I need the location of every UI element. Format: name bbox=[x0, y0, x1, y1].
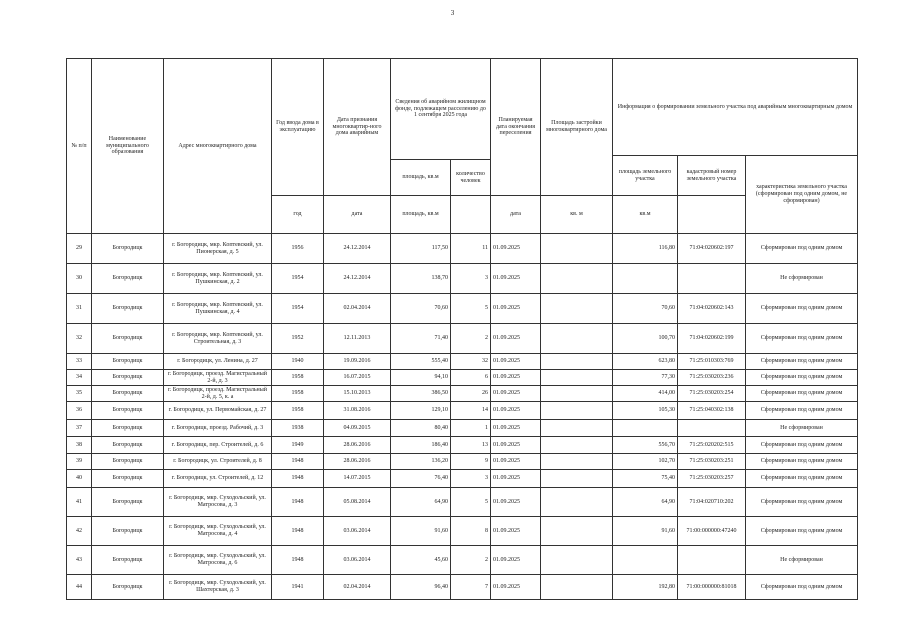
unit-people bbox=[451, 196, 491, 234]
year-built-cell: 1956 bbox=[272, 234, 324, 264]
land-area-cell: 64,90 bbox=[613, 488, 678, 517]
table-row bbox=[67, 437, 858, 454]
area-cell: 64,90 bbox=[391, 488, 451, 517]
people-count-cell: 26 bbox=[451, 386, 491, 402]
header-year-built: Год ввода дома в эксплуатацию bbox=[272, 59, 324, 196]
year-built-cell: 1958 bbox=[272, 386, 324, 402]
table-row bbox=[67, 264, 858, 294]
row-number: 33 bbox=[67, 354, 92, 370]
area-cell: 186,40 bbox=[391, 437, 451, 454]
land-area-cell bbox=[613, 264, 678, 294]
table-row bbox=[67, 354, 858, 370]
land-characteristic-cell: Не сформирован bbox=[746, 420, 858, 437]
address-cell: г. Богородицк, проезд. Рабочий, д. 3 bbox=[164, 420, 272, 437]
people-count-cell: 6 bbox=[451, 370, 491, 386]
planned-date-cell: 01.09.2025 bbox=[491, 234, 541, 264]
built-area-cell bbox=[541, 402, 613, 420]
row-number: 30 bbox=[67, 264, 92, 294]
people-count-cell: 14 bbox=[451, 402, 491, 420]
table-row bbox=[67, 420, 858, 437]
row-number: 29 bbox=[67, 234, 92, 264]
land-area-cell: 100,70 bbox=[613, 324, 678, 354]
land-characteristic-cell: Сформирован под одним домом bbox=[746, 402, 858, 420]
year-built-cell: 1958 bbox=[272, 370, 324, 386]
table-row bbox=[67, 234, 858, 264]
land-characteristic-cell: Не сформирован bbox=[746, 546, 858, 575]
land-area-cell: 70,60 bbox=[613, 294, 678, 324]
table-row bbox=[67, 470, 858, 488]
area-cell: 91,60 bbox=[391, 517, 451, 546]
unit-year: год bbox=[272, 196, 324, 234]
header-planned-date: Планируемая дата окончания переселения bbox=[491, 59, 541, 196]
emergency-date-cell: 15.10.2013 bbox=[324, 386, 391, 402]
cadastral-number-cell bbox=[678, 264, 746, 294]
municipality-cell: Богородицк bbox=[92, 575, 164, 600]
people-count-cell: 5 bbox=[451, 294, 491, 324]
emergency-date-cell: 14.07.2015 bbox=[324, 470, 391, 488]
cadastral-number-cell bbox=[678, 546, 746, 575]
built-area-cell bbox=[541, 234, 613, 264]
cadastral-number-cell bbox=[678, 420, 746, 437]
land-area-cell: 623,80 bbox=[613, 354, 678, 370]
area-cell: 45,60 bbox=[391, 546, 451, 575]
built-area-cell bbox=[541, 354, 613, 370]
page-number: 3 bbox=[450, 9, 455, 17]
table-row bbox=[67, 324, 858, 354]
emergency-date-cell: 28.06.2016 bbox=[324, 437, 391, 454]
header-cadastral: кадастровый номер земельного участка bbox=[678, 156, 746, 196]
land-area-cell: 116,80 bbox=[613, 234, 678, 264]
municipality-cell: Богородицк bbox=[92, 488, 164, 517]
year-built-cell: 1948 bbox=[272, 488, 324, 517]
cadastral-number-cell: 71:04:020710:202 bbox=[678, 488, 746, 517]
land-area-cell bbox=[613, 420, 678, 437]
year-built-cell: 1952 bbox=[272, 324, 324, 354]
row-number: 43 bbox=[67, 546, 92, 575]
people-count-cell: 13 bbox=[451, 437, 491, 454]
table-row bbox=[67, 294, 858, 324]
cadastral-number-cell: 71:25:030203:257 bbox=[678, 470, 746, 488]
address-cell: г. Богородицк, мкр. Коптевский, ул. Пушкинская, д. 4 bbox=[164, 294, 272, 324]
municipality-cell: Богородицк bbox=[92, 546, 164, 575]
row-number: 44 bbox=[67, 575, 92, 600]
planned-date-cell: 01.09.2025 bbox=[491, 386, 541, 402]
year-built-cell: 1948 bbox=[272, 470, 324, 488]
land-area-cell: 102,70 bbox=[613, 454, 678, 470]
built-area-cell bbox=[541, 294, 613, 324]
planned-date-cell: 01.09.2025 bbox=[491, 575, 541, 600]
year-built-cell: 1948 bbox=[272, 454, 324, 470]
row-number: 38 bbox=[67, 437, 92, 454]
land-area-cell: 75,40 bbox=[613, 470, 678, 488]
land-characteristic-cell: Сформирован под одним домом bbox=[746, 370, 858, 386]
built-area-cell bbox=[541, 264, 613, 294]
row-number: 40 bbox=[67, 470, 92, 488]
land-characteristic-cell: Сформирован под одним домом bbox=[746, 470, 858, 488]
cadastral-number-cell: 71:25:020202:515 bbox=[678, 437, 746, 454]
area-cell: 96,40 bbox=[391, 575, 451, 600]
table-row bbox=[67, 488, 858, 517]
built-area-cell bbox=[541, 470, 613, 488]
land-characteristic-cell: Сформирован под одним домом bbox=[746, 234, 858, 264]
area-cell: 136,20 bbox=[391, 454, 451, 470]
address-cell: г. Богородицк, ул. Строителей, д. 8 bbox=[164, 454, 272, 470]
address-cell: г. Богородицк, ул. Строителей, д. 12 bbox=[164, 470, 272, 488]
land-characteristic-cell: Сформирован под одним домом bbox=[746, 386, 858, 402]
people-count-cell: 5 bbox=[451, 488, 491, 517]
land-area-cell: 105,30 bbox=[613, 402, 678, 420]
emergency-date-cell: 03.06.2014 bbox=[324, 546, 391, 575]
table-row bbox=[67, 575, 858, 600]
land-area-cell: 91,60 bbox=[613, 517, 678, 546]
row-number: 42 bbox=[67, 517, 92, 546]
people-count-cell: 8 bbox=[451, 517, 491, 546]
header-land-info: Информация о формировании земельного участка под аварийным многоквартирным домом bbox=[613, 59, 858, 156]
municipality-cell: Богородицк bbox=[92, 517, 164, 546]
land-area-cell bbox=[613, 546, 678, 575]
cadastral-number-cell: 71:00:000000:47240 bbox=[678, 517, 746, 546]
people-count-cell: 7 bbox=[451, 575, 491, 600]
table-row bbox=[67, 370, 858, 386]
header-land-area: площадь земельного участка bbox=[613, 156, 678, 196]
year-built-cell: 1949 bbox=[272, 437, 324, 454]
unit-area: площадь, кв.м bbox=[391, 196, 451, 234]
address-cell: г. Богородицк, мкр. Суходольский, ул. Матросова, д. 6 bbox=[164, 546, 272, 575]
planned-date-cell: 01.09.2025 bbox=[491, 437, 541, 454]
land-characteristic-cell: Сформирован под одним домом bbox=[746, 437, 858, 454]
emergency-date-cell: 31.08.2016 bbox=[324, 402, 391, 420]
header-land-char: характеристика земельного участка (сформирован под одним домом, не сформирован) bbox=[746, 156, 858, 234]
municipality-cell: Богородицк bbox=[92, 402, 164, 420]
unit-built-area: кв. м bbox=[541, 196, 613, 234]
municipality-cell: Богородицк bbox=[92, 294, 164, 324]
land-area-cell: 77,30 bbox=[613, 370, 678, 386]
table-row bbox=[67, 546, 858, 575]
built-area-cell bbox=[541, 324, 613, 354]
planned-date-cell: 01.09.2025 bbox=[491, 420, 541, 437]
row-number: 41 bbox=[67, 488, 92, 517]
built-area-cell bbox=[541, 420, 613, 437]
built-area-cell bbox=[541, 370, 613, 386]
year-built-cell: 1938 bbox=[272, 420, 324, 437]
table-row bbox=[67, 386, 858, 402]
cadastral-number-cell: 71:25:010303:769 bbox=[678, 354, 746, 370]
cadastral-number-cell: 71:25:040302:138 bbox=[678, 402, 746, 420]
built-area-cell bbox=[541, 517, 613, 546]
emergency-date-cell: 24.12.2014 bbox=[324, 234, 391, 264]
planned-date-cell: 01.09.2025 bbox=[491, 546, 541, 575]
people-count-cell: 32 bbox=[451, 354, 491, 370]
header-emergency-date: Дата признания многоквартир-ного дома аварийным bbox=[324, 59, 391, 196]
year-built-cell: 1948 bbox=[272, 517, 324, 546]
emergency-date-cell: 03.06.2014 bbox=[324, 517, 391, 546]
built-area-cell bbox=[541, 575, 613, 600]
cadastral-number-cell: 71:25:030203:251 bbox=[678, 454, 746, 470]
address-cell: г. Богородицк, мкр. Коптевский, ул. Строительная, д. 3 bbox=[164, 324, 272, 354]
area-cell: 70,60 bbox=[391, 294, 451, 324]
header-housing-info: Сведения об аварийном жилищном фонде, подлежащем расселению до 1 сентября 2025 года bbox=[391, 59, 491, 160]
municipality-cell: Богородицк bbox=[92, 470, 164, 488]
municipality-cell: Богородицк bbox=[92, 454, 164, 470]
land-area-cell: 556,70 bbox=[613, 437, 678, 454]
row-number: 34 bbox=[67, 370, 92, 386]
unit-date: дата bbox=[324, 196, 391, 234]
municipality-cell: Богородицк bbox=[92, 386, 164, 402]
area-cell: 138,70 bbox=[391, 264, 451, 294]
municipality-cell: Богородицк bbox=[92, 437, 164, 454]
area-cell: 71,40 bbox=[391, 324, 451, 354]
emergency-date-cell: 19.09.2016 bbox=[324, 354, 391, 370]
people-count-cell: 9 bbox=[451, 454, 491, 470]
land-characteristic-cell: Сформирован под одним домом bbox=[746, 575, 858, 600]
year-built-cell: 1954 bbox=[272, 294, 324, 324]
row-number: 39 bbox=[67, 454, 92, 470]
table-row bbox=[67, 402, 858, 420]
land-characteristic-cell: Сформирован под одним домом bbox=[746, 517, 858, 546]
planned-date-cell: 01.09.2025 bbox=[491, 470, 541, 488]
emergency-date-cell: 04.09.2015 bbox=[324, 420, 391, 437]
built-area-cell bbox=[541, 546, 613, 575]
planned-date-cell: 01.09.2025 bbox=[491, 354, 541, 370]
area-cell: 386,50 bbox=[391, 386, 451, 402]
people-count-cell: 3 bbox=[451, 470, 491, 488]
people-count-cell: 1 bbox=[451, 420, 491, 437]
table-row bbox=[67, 454, 858, 470]
land-characteristic-cell: Сформирован под одним домом bbox=[746, 294, 858, 324]
address-cell: г. Богородицк, ул. Первомайская, д. 27 bbox=[164, 402, 272, 420]
header-num: № п/п bbox=[67, 59, 92, 234]
header-built-area: Площадь застройки многоквартирного дома bbox=[541, 59, 613, 196]
row-number: 35 bbox=[67, 386, 92, 402]
address-cell: г. Богородицк, проезд. Магистральный 2-й, д. 3 bbox=[164, 370, 272, 386]
housing-registry-table bbox=[66, 58, 858, 600]
municipality-cell: Богородицк bbox=[92, 354, 164, 370]
area-cell: 129,10 bbox=[391, 402, 451, 420]
planned-date-cell: 01.09.2025 bbox=[491, 370, 541, 386]
planned-date-cell: 01.09.2025 bbox=[491, 294, 541, 324]
year-built-cell: 1940 bbox=[272, 354, 324, 370]
area-cell: 94,10 bbox=[391, 370, 451, 386]
emergency-date-cell: 24.12.2014 bbox=[324, 264, 391, 294]
row-number: 31 bbox=[67, 294, 92, 324]
address-cell: г. Богородицк, мкр. Суходольский, ул. Шахтерская, д. 3 bbox=[164, 575, 272, 600]
emergency-date-cell: 05.08.2014 bbox=[324, 488, 391, 517]
row-number: 37 bbox=[67, 420, 92, 437]
address-cell: г. Богородицк, мкр. Коптевский, ул. Пионерская, д. 5 bbox=[164, 234, 272, 264]
municipality-cell: Богородицк bbox=[92, 420, 164, 437]
planned-date-cell: 01.09.2025 bbox=[491, 454, 541, 470]
built-area-cell bbox=[541, 488, 613, 517]
land-characteristic-cell: Сформирован под одним домом bbox=[746, 488, 858, 517]
address-cell: г. Богородицк, мкр. Суходольский, ул. Матросова, д. 4 bbox=[164, 517, 272, 546]
cadastral-number-cell: 71:04:020602:143 bbox=[678, 294, 746, 324]
area-cell: 80,40 bbox=[391, 420, 451, 437]
header-people: количество человек bbox=[451, 160, 491, 196]
planned-date-cell: 01.09.2025 bbox=[491, 324, 541, 354]
emergency-date-cell: 02.04.2014 bbox=[324, 294, 391, 324]
planned-date-cell: 01.09.2025 bbox=[491, 517, 541, 546]
land-area-cell: 192,80 bbox=[613, 575, 678, 600]
unit-land-area: кв.м bbox=[613, 196, 678, 234]
year-built-cell: 1941 bbox=[272, 575, 324, 600]
emergency-date-cell: 02.04.2014 bbox=[324, 575, 391, 600]
people-count-cell: 11 bbox=[451, 234, 491, 264]
unit-planned-date: дата bbox=[491, 196, 541, 234]
land-characteristic-cell: Не сформирован bbox=[746, 264, 858, 294]
land-characteristic-cell: Сформирован под одним домом bbox=[746, 454, 858, 470]
emergency-date-cell: 12.11.2013 bbox=[324, 324, 391, 354]
area-cell: 555,40 bbox=[391, 354, 451, 370]
land-area-cell: 414,00 bbox=[613, 386, 678, 402]
row-number: 32 bbox=[67, 324, 92, 354]
land-characteristic-cell: Сформирован под одним домом bbox=[746, 324, 858, 354]
address-cell: г. Богородицк, мкр. Коптевский, ул. Пушкинская, д. 2 bbox=[164, 264, 272, 294]
built-area-cell bbox=[541, 437, 613, 454]
address-cell: г. Богородицк, ул. Ленина, д. 27 bbox=[164, 354, 272, 370]
address-cell: г. Богородицк, пер. Строителей, д. 6 bbox=[164, 437, 272, 454]
cadastral-number-cell: 71:25:030203:254 bbox=[678, 386, 746, 402]
area-cell: 76,40 bbox=[391, 470, 451, 488]
municipality-cell: Богородицк bbox=[92, 324, 164, 354]
area-cell: 117,50 bbox=[391, 234, 451, 264]
address-cell: г. Богородицк, мкр. Суходольский, ул. Матросова, д. 3 bbox=[164, 488, 272, 517]
people-count-cell: 2 bbox=[451, 324, 491, 354]
municipality-cell: Богородицк bbox=[92, 234, 164, 264]
built-area-cell bbox=[541, 386, 613, 402]
emergency-date-cell: 16.07.2015 bbox=[324, 370, 391, 386]
unit-cadastral bbox=[678, 196, 746, 234]
year-built-cell: 1954 bbox=[272, 264, 324, 294]
cadastral-number-cell: 71:04:020602:199 bbox=[678, 324, 746, 354]
municipality-cell: Богородицк bbox=[92, 370, 164, 386]
table-row bbox=[67, 517, 858, 546]
address-cell: г. Богородицк, проезд. Магистральный 2-й, д. 5, к. а bbox=[164, 386, 272, 402]
people-count-cell: 2 bbox=[451, 546, 491, 575]
header-address: Адрес многоквартирного дома bbox=[164, 59, 272, 234]
row-number: 36 bbox=[67, 402, 92, 420]
planned-date-cell: 01.09.2025 bbox=[491, 402, 541, 420]
municipality-cell: Богородицк bbox=[92, 264, 164, 294]
cadastral-number-cell: 71:04:020602:197 bbox=[678, 234, 746, 264]
year-built-cell: 1958 bbox=[272, 402, 324, 420]
cadastral-number-cell: 71:25:030203:236 bbox=[678, 370, 746, 386]
land-characteristic-cell: Сформирован под одним домом bbox=[746, 354, 858, 370]
planned-date-cell: 01.09.2025 bbox=[491, 264, 541, 294]
built-area-cell bbox=[541, 454, 613, 470]
header-area: площадь, кв.м bbox=[391, 160, 451, 196]
cadastral-number-cell: 71:00:000000:81018 bbox=[678, 575, 746, 600]
people-count-cell: 3 bbox=[451, 264, 491, 294]
header-municipality: Наименование муниципального образования bbox=[92, 59, 164, 234]
year-built-cell: 1948 bbox=[272, 546, 324, 575]
planned-date-cell: 01.09.2025 bbox=[491, 488, 541, 517]
emergency-date-cell: 28.06.2016 bbox=[324, 454, 391, 470]
